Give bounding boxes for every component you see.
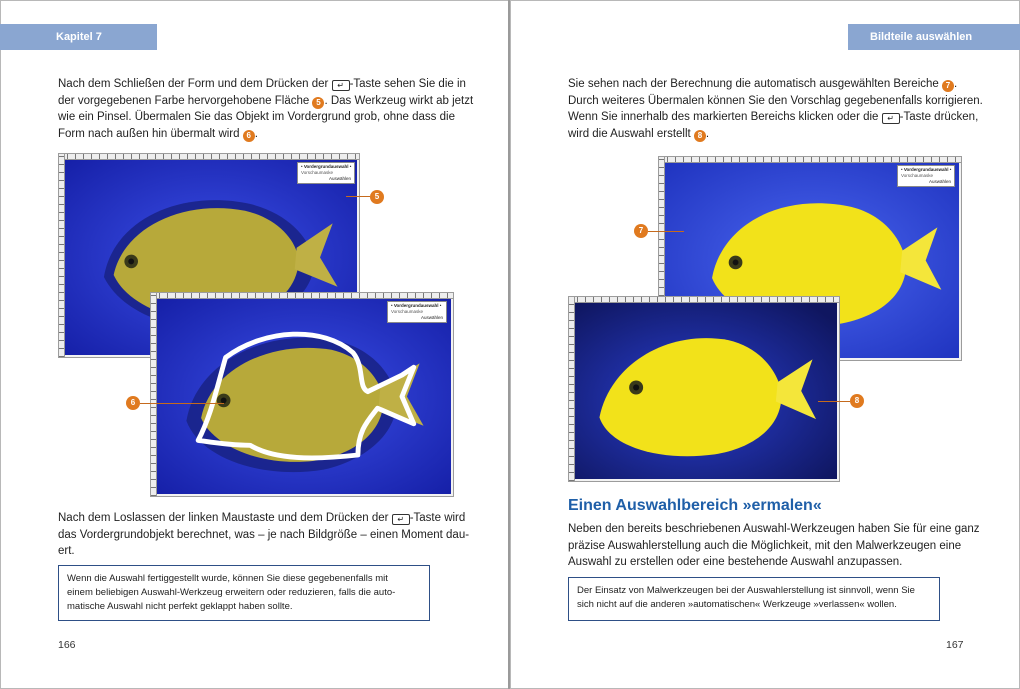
text-line: Neben den bereits beschriebenen Auswahl-Werkzeugen haben Sie für eine ganz [568, 523, 980, 535]
page-number-right: 167 [946, 639, 964, 651]
text-line: der vorgegebenen Farbe hervorgehobene Fläche 5 . Das Werkzeug wirkt ab jetzt [58, 94, 474, 107]
select-button[interactable]: Auswählen [328, 176, 351, 181]
select-button[interactable]: Auswählen [420, 315, 443, 320]
text-line: wie ein Pinsel. Übermalen Sie das Objekt im Vordergrund grob, ohne dass die [58, 111, 455, 123]
screenshot-final-selection [568, 296, 840, 482]
image-canvas [575, 303, 837, 479]
callout-marker-6-icon: 6 [126, 396, 140, 410]
marker-8-icon: 8 [694, 130, 706, 142]
section-heading: Einen Auswahlbereich »ermalen« [568, 497, 822, 514]
callout-line-7 [648, 231, 684, 232]
foreground-selection-panel: • Vordergrundauswahl • Vorschaumaske Auswählen [297, 162, 355, 184]
left-intro-paragraph [58, 76, 474, 142]
preview-mask-checkbox[interactable]: Vorschaumaske [301, 170, 334, 175]
callout-line-6 [140, 403, 224, 404]
right-intro-paragraph [568, 76, 983, 142]
section-tab: Bildteile auswählen [848, 24, 1020, 50]
left-note-box: Wenn die Auswahl fertiggestellt wurde, können Sie diese gegebenenfalls mit einem beliebigen Auswahl-Werkzeug erweitern oder reduzieren, falls die auto- matische Auswahl nicht perfekt geklappt haben sollte. [58, 565, 430, 621]
text-line: Form nach außen hin übermalt wird 6 . [58, 127, 258, 140]
text-line: das Vordergrundobjekt berechnet, was – je nach Bildgröße – einen Moment dau- [58, 528, 470, 541]
screenshot-brush-outline [150, 292, 454, 497]
text-line: Wenn Sie innerhalb des markierten Bereichs klicken oder die ↵ -Taste drücken, [568, 111, 979, 123]
callout-marker-5-icon: 5 [370, 190, 384, 204]
callout-line-5 [346, 196, 370, 197]
page-number-left: 166 [58, 639, 76, 651]
select-button[interactable]: Auswählen [928, 179, 951, 184]
right-body-paragraph [568, 521, 980, 571]
text-line: wird die Auswahl erstellt 8 . [568, 127, 710, 140]
text-line: Nach dem Schließen der Form und dem Drücken der ↵ -Taste sehen Sie die in [58, 78, 466, 90]
enter-key-icon: ↵ [882, 113, 900, 124]
text-line: präzise Auswahlerstellung auch die Möglichkeit, mit den Malwerkzeugen eine [568, 539, 962, 552]
enter-key-icon: ↵ [332, 80, 350, 91]
foreground-selection-panel: • Vordergrundauswahl • Vorschaumaske Auswählen [897, 165, 955, 187]
preview-mask-checkbox[interactable]: Vorschaumaske [391, 309, 424, 314]
left-after-paragraph [58, 510, 470, 560]
callout-marker-8-icon: 8 [850, 394, 864, 408]
marker-6-icon: 6 [243, 130, 255, 142]
text-line: ert. [58, 545, 75, 557]
marker-5-icon: 5 [312, 97, 324, 109]
preview-mask-checkbox[interactable]: Vorschaumaske [901, 173, 934, 178]
marker-7-icon: 7 [942, 80, 954, 92]
chapter-tab: Kapitel 7 [0, 24, 157, 50]
callout-marker-7-icon: 7 [634, 224, 648, 238]
text-line: Auswahl zu erstellen oder eine bestehende Auswahl anzupassen. [568, 556, 903, 568]
text-line: Durch weiteres Übermalen können Sie den Vorschlag gegebenenfalls korrigieren. [568, 94, 983, 107]
enter-key-icon: ↵ [392, 514, 410, 525]
right-note-box: Der Einsatz von Malwerkzeugen bei der Auswahlerstellung ist sinnvoll, wenn Sie sich nicht auf die anderen »automatischen« Werkzeuge »verlassen« wollen. [568, 577, 940, 621]
foreground-selection-panel: • Vordergrundauswahl • Vorschaumaske Auswählen [387, 301, 447, 323]
text-line: Nach dem Loslassen der linken Maustaste und dem Drücken der ↵ -Taste wird [58, 512, 466, 524]
image-canvas [157, 299, 451, 494]
callout-line-8 [818, 401, 850, 402]
text-line: Sie sehen nach der Berechnung die automatisch ausgewählten Bereiche 7 . [568, 78, 958, 90]
